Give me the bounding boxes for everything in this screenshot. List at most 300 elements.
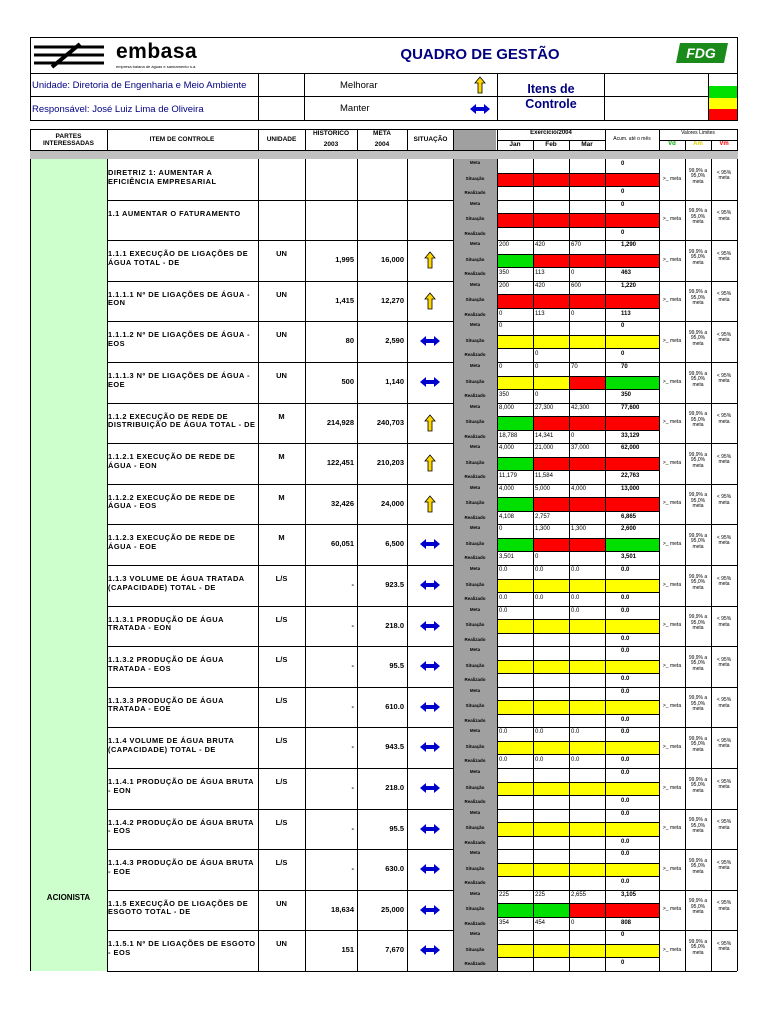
situacao-status-cell: [497, 903, 533, 917]
row-item-label: 1.1.4.2 PRODUÇÃO DE ÁGUA BRUTA - EOS: [108, 817, 254, 836]
row-border: [497, 376, 659, 377]
acum-realizado-value: 0: [621, 351, 625, 358]
row-sublabel-meta: Meta: [469, 484, 481, 490]
month-meta-value: 70: [571, 364, 578, 370]
situacao-acum-cell: [605, 254, 659, 268]
row-border: [497, 294, 659, 295]
arrow-both-icon: [420, 783, 440, 793]
month-realizado-value: 11,179: [499, 473, 517, 480]
row-meta: 24,000: [381, 498, 404, 508]
situacao-status-cell: [497, 457, 533, 471]
limit-am: 99,9% a 95,0% meta: [688, 695, 708, 713]
month-meta-value: 225: [499, 891, 510, 898]
acum-meta-value: 0: [621, 161, 625, 167]
row-border: [497, 430, 659, 431]
situacao-acum-cell: [605, 538, 659, 552]
month-realizado-value: 350: [499, 270, 510, 277]
column-border: [685, 159, 686, 971]
col-item: ITEM DE CONTROLE: [149, 136, 215, 143]
row-border: [497, 579, 659, 580]
row-sublabel-situacao: Situação: [465, 825, 485, 831]
row-meta: 1,140: [385, 377, 404, 386]
row-border: [497, 795, 659, 796]
month-realizado-value: 354: [499, 919, 510, 926]
acum-meta-value: 0: [621, 932, 625, 939]
limit-vd: >_ meta: [662, 662, 682, 669]
row-meta: 218.0: [385, 783, 404, 792]
row-meta: 25,000: [381, 904, 404, 914]
row-sublabel-meta: Meta: [469, 728, 481, 734]
acum-realizado-value: 0.0: [621, 798, 630, 805]
col-acum: Acum. até o mês: [613, 136, 651, 142]
limit-am: 99,9% a 95,0% meta: [688, 411, 708, 429]
month-realizado-value: 0: [535, 554, 539, 561]
arrow-up-icon: [474, 76, 486, 94]
row-border: [497, 903, 659, 904]
acum-meta-value: 0.0: [621, 851, 630, 858]
month-realizado-value: 11,584: [535, 473, 553, 480]
row-border: [497, 957, 659, 958]
acum-realizado-value: 463: [621, 270, 632, 277]
situacao-status-cell: [569, 457, 605, 471]
situacao-status-cell: [497, 213, 533, 227]
limit-am: 99,9% a 95,0% meta: [688, 248, 708, 266]
row-unit: L/S: [275, 817, 288, 827]
row-historico: -: [351, 580, 354, 589]
acum-realizado-value: 350: [621, 392, 632, 399]
month-realizado-value: 113: [535, 270, 545, 277]
month-meta-value: 5,000: [535, 485, 551, 492]
limit-vm: < 95% meta: [716, 413, 732, 425]
row-sublabel-realizado: Realizado: [464, 717, 486, 723]
situacao-acum-cell: [605, 619, 659, 633]
column-border: [407, 159, 408, 971]
acum-meta-value: 70: [621, 364, 628, 370]
month-realizado-value: 0: [535, 392, 539, 399]
situacao-status-cell: [497, 416, 533, 430]
month-meta-value: 0.0: [535, 567, 544, 573]
limit-am: 99,9% a 95,0% meta: [688, 776, 708, 794]
row-item-label: 1.1.1.3 Nº DE LIGAÇÕES DE ÁGUA - EOE: [108, 371, 251, 389]
row-unit: L/S: [275, 858, 288, 868]
limit-vd: >_ meta: [662, 256, 682, 263]
row-unit: UN: [276, 898, 287, 908]
situacao-acum-cell: [605, 944, 659, 958]
row-border: [497, 511, 659, 512]
acum-meta-value: 0.0: [621, 688, 630, 695]
month-realizado-value: 0: [571, 919, 575, 926]
limit-vd: >_ meta: [662, 419, 682, 426]
row-sublabel-meta: Meta: [469, 200, 481, 206]
row-border: [497, 876, 659, 877]
row-sublabel-meta: Meta: [469, 566, 481, 571]
row-sublabel-situacao: Situação: [465, 297, 485, 303]
row-meta: 218.0: [385, 620, 404, 630]
row-unit: L/S: [275, 736, 288, 746]
acum-realizado-value: 0.0: [621, 838, 630, 845]
limit-vd: >_ meta: [662, 743, 682, 750]
limit-am: 99,9% a 95,0% meta: [688, 289, 708, 307]
month-meta-value: 4,000: [499, 485, 515, 492]
column-border: [497, 159, 498, 971]
row-unit: UN: [276, 330, 287, 340]
row-border: [497, 348, 659, 349]
situacao-status-cell: [533, 335, 569, 349]
arrow-both-icon: [420, 824, 440, 834]
row-sublabel-meta: Meta: [469, 281, 481, 287]
acum-realizado-value: 0.0: [621, 757, 630, 764]
row-meta: 943.5: [385, 742, 404, 752]
row-historico: 80: [345, 336, 354, 346]
row-sublabel-situacao: Situação: [465, 743, 485, 749]
situacao-status-cell: [533, 173, 569, 187]
column-border: [533, 159, 534, 971]
row-historico: -: [351, 864, 354, 874]
month-meta-value: 420: [535, 242, 546, 249]
row-border: [107, 890, 737, 891]
acum-meta-value: 77,600: [621, 404, 640, 411]
column-border: [737, 159, 738, 971]
row-historico: 60,051: [331, 539, 354, 549]
row-sublabel-meta: Meta: [469, 687, 481, 693]
legend-green-swatch: [709, 86, 737, 98]
col-unidade: UNIDADE: [266, 136, 297, 143]
limit-am: 99,9% a 95,0% meta: [688, 370, 708, 388]
limit-vm: < 95% meta: [716, 900, 732, 912]
row-meta: 923.5: [385, 580, 404, 589]
limit-vd: >_ meta: [662, 175, 682, 182]
month-realizado-value: 4,108: [499, 513, 515, 520]
arrow-both-icon: [420, 377, 440, 387]
limit-vm: < 95% meta: [716, 169, 732, 182]
month-realizado-value: 0.0: [535, 757, 544, 764]
situacao-status-cell: [569, 538, 605, 552]
row-sublabel-situacao: Situação: [465, 378, 485, 384]
situacao-status-cell: [569, 944, 605, 958]
row-sublabel-realizado: Realizado: [464, 311, 486, 317]
row-border: [107, 727, 737, 728]
row-item-label: 1.1.4 VOLUME DE ÁGUA BRUTA (CAPACIDADE) TOTAL - DE: [108, 736, 235, 754]
acum-meta-value: 0.0: [621, 607, 630, 614]
limit-am: 99,9% a 95,0% meta: [688, 573, 708, 591]
row-item-label: 1.1.2.2 EXECUÇÃO DE REDE DE ÁGUA - EOS: [108, 492, 236, 511]
situacao-status-cell: [569, 700, 605, 714]
situacao-status-cell: [533, 863, 569, 877]
row-border: [107, 809, 737, 810]
situacao-status-cell: [497, 822, 533, 836]
month-realizado-value: 2,757: [535, 513, 551, 520]
acum-realizado-value: 0.0: [621, 716, 630, 723]
row-unit: L/S: [275, 695, 288, 705]
row-sublabel-situacao: Situação: [465, 906, 485, 912]
row-border: [497, 714, 659, 715]
row-item-label: 1.1.4.3 PRODUÇÃO DE ÁGUA BRUTA - EOE: [108, 858, 254, 876]
row-border: [107, 403, 737, 404]
situacao-status-cell: [569, 294, 605, 308]
col-valores-limites: Valores Limites: [681, 130, 715, 136]
arrow-both-icon: [420, 539, 440, 549]
row-sublabel-situacao: Situação: [465, 540, 485, 546]
situacao-status-cell: [533, 944, 569, 958]
row-border: [497, 551, 659, 552]
month-meta-value: 0.0: [499, 607, 508, 614]
limit-vm: < 95% meta: [716, 819, 732, 831]
limit-am: 99,9% a 95,0% meta: [688, 938, 708, 956]
row-item-label: 1.1.1.2 Nº DE LIGAÇÕES DE ÁGUA - EOS: [108, 330, 251, 348]
row-item-label: 1.1.2.3 EXECUÇÃO DE REDE DE ÁGUA - EOE: [108, 533, 236, 551]
situacao-status-cell: [497, 335, 533, 349]
row-sublabel-situacao: Situação: [465, 175, 485, 181]
limit-vm: < 95% meta: [716, 778, 732, 791]
header-gray-cell: [453, 130, 496, 150]
row-sublabel-meta: Meta: [469, 444, 481, 450]
row-border: [497, 619, 659, 620]
limit-vm: < 95% meta: [716, 859, 732, 872]
row-item-label: 1.1.5.1 Nº DE LIGAÇÕES DE ESGOTO - EOS: [108, 939, 256, 957]
month-meta-value: 0.0: [571, 567, 580, 573]
row-historico: 122,451: [326, 458, 354, 468]
limit-vm: < 95% meta: [716, 656, 732, 669]
month-meta-value: 0.0: [571, 729, 580, 736]
month-realizado-value: 113: [535, 310, 545, 317]
month-realizado-value: 0: [571, 432, 575, 439]
situacao-status-cell: [569, 579, 605, 593]
month-meta-value: 21,000: [535, 445, 554, 452]
month-meta-value: 225: [535, 891, 546, 898]
column-border: [30, 159, 31, 971]
row-historico: 151: [341, 945, 354, 955]
arrow-up-icon: [424, 495, 436, 513]
row-meta: 210,203: [376, 458, 404, 468]
row-border: [107, 321, 737, 322]
month-realizado-value: 454: [535, 919, 546, 926]
row-border: [107, 362, 737, 363]
situacao-status-cell: [533, 254, 569, 268]
row-border: [497, 660, 659, 661]
row-sublabel-situacao: Situação: [465, 419, 485, 425]
situacao-acum-cell: [605, 700, 659, 714]
col-historico-year: 2003: [323, 141, 339, 148]
acum-meta-value: 0.0: [621, 770, 630, 776]
acum-realizado-value: 0.0: [621, 635, 630, 642]
situacao-status-cell: [497, 376, 533, 390]
month-meta-value: 670: [571, 242, 582, 249]
itens-controle-title: Itens de Controle: [525, 82, 577, 111]
arrow-both-icon: [420, 864, 440, 874]
limit-vm: < 95% meta: [716, 494, 732, 506]
row-sublabel-realizado: Realizado: [464, 271, 486, 277]
row-unit: M: [278, 533, 285, 543]
row-historico: -: [351, 783, 354, 792]
row-sublabel-realizado: Realizado: [464, 758, 486, 764]
row-historico: -: [351, 620, 354, 630]
limit-am: 99,9% a 95,0% meta: [688, 817, 708, 835]
situacao-status-cell: [533, 619, 569, 633]
limit-vd: >_ meta: [662, 784, 682, 791]
row-sublabel-realizado: Realizado: [464, 961, 486, 967]
situacao-acum-cell: [605, 903, 659, 917]
situacao-status-cell: [569, 254, 605, 268]
limit-vd: >_ meta: [662, 459, 682, 466]
row-sublabel-situacao: Situação: [465, 703, 485, 709]
row-border: [497, 917, 659, 918]
limit-am: 99,9% a 95,0% meta: [688, 167, 708, 185]
limit-am: 99,9% a 95,0% meta: [688, 208, 708, 226]
row-unit: L/S: [275, 574, 288, 583]
row-border: [497, 822, 659, 823]
situacao-status-cell: [569, 903, 605, 917]
column-border: [711, 159, 712, 971]
acum-meta-value: 2,600: [621, 526, 637, 533]
row-border: [497, 389, 659, 390]
situacao-acum-cell: [605, 863, 659, 877]
arrow-both-icon: [420, 905, 440, 915]
row-item-label: 1.1 AUMENTAR O FATURAMENTO: [108, 208, 241, 218]
row-sublabel-situacao: Situação: [465, 662, 485, 668]
row-item-label: 1.1.3.1 PRODUÇÃO DE ÁGUA TRATADA - EON: [108, 614, 224, 633]
row-border: [497, 782, 659, 783]
limit-vd: >_ meta: [662, 865, 682, 872]
row-sublabel-realizado: Realizado: [464, 677, 486, 683]
month-realizado-value: 0: [571, 270, 575, 277]
acum-meta-value: 0.0: [621, 567, 630, 573]
month-realizado-value: 350: [499, 392, 510, 399]
row-item-label: 1.1.5 EXECUÇÃO DE LIGAÇÕES DE ESGOTO TOTAL - DE: [108, 898, 249, 917]
situacao-status-cell: [569, 619, 605, 633]
acum-meta-value: 3,105: [621, 891, 637, 898]
situacao-status-cell: [569, 782, 605, 796]
row-border: [497, 497, 659, 498]
row-border: [107, 240, 737, 241]
column-border: [659, 159, 660, 971]
month-realizado-value: 0: [535, 351, 539, 358]
row-item-label: 1.1.1.1 Nº DE LIGAÇÕES DE ÁGUA - EON: [108, 289, 251, 308]
row-unit: M: [278, 452, 285, 462]
situacao-status-cell: [497, 254, 533, 268]
month-realizado-value: 18,788: [499, 432, 518, 439]
row-sublabel-situacao: Situação: [465, 865, 485, 871]
situacao-status-cell: [533, 376, 569, 390]
row-meta: 2,590: [385, 336, 404, 346]
limit-vd: >_ meta: [662, 946, 682, 953]
row-unit: UN: [276, 289, 287, 299]
situacao-status-cell: [533, 416, 569, 430]
limit-vm: < 95% meta: [716, 534, 732, 547]
situacao-status-cell: [533, 457, 569, 471]
situacao-acum-cell: [605, 294, 659, 308]
row-unit: UN: [276, 371, 287, 380]
row-border: [107, 606, 737, 607]
acum-meta-value: 1,290: [621, 242, 637, 249]
arrow-up-icon: [424, 414, 436, 432]
legend-melhorar-label: Melhorar: [340, 80, 378, 91]
month-meta-value: 420: [535, 282, 546, 289]
situacao-acum-cell: [605, 822, 659, 836]
arrow-both-icon: [420, 336, 440, 346]
row-item-label: 1.1.4.1 PRODUÇÃO DE ÁGUA BRUTA - EON: [108, 777, 254, 795]
situacao-status-cell: [569, 497, 605, 511]
row-border: [497, 457, 659, 458]
row-border: [107, 443, 737, 444]
col-vm: Vm: [719, 141, 729, 147]
row-sublabel-realizado: Realizado: [464, 352, 486, 358]
limit-vd: >_ meta: [662, 378, 682, 385]
situacao-status-cell: [497, 619, 533, 633]
limit-vd: >_ meta: [662, 337, 682, 344]
limit-vm: < 95% meta: [716, 372, 732, 385]
limit-vd: >_ meta: [662, 216, 682, 223]
month-realizado-value: 0: [571, 310, 575, 317]
situacao-status-cell: [569, 416, 605, 430]
row-sublabel-realizado: Realizado: [464, 230, 486, 236]
row-unit: L/S: [275, 614, 288, 624]
month-meta-value: 1,300: [571, 526, 587, 533]
limit-am: 99,9% a 95,0% meta: [688, 614, 708, 632]
row-border: [497, 633, 659, 634]
embasa-logo-text: embasa: [116, 40, 198, 63]
unidade-label: Unidade: Diretoria de Engenharia e Meio Ambiente: [32, 80, 247, 91]
row-sublabel-situacao: Situação: [465, 500, 485, 506]
row-historico: -: [351, 742, 354, 752]
column-border: [305, 159, 306, 971]
row-sublabel-meta: Meta: [469, 606, 481, 612]
row-sublabel-situacao: Situação: [465, 216, 485, 222]
limit-vd: >_ meta: [662, 540, 682, 547]
row-item-label: 1.1.3.2 PRODUÇÃO DE ÁGUA TRATADA - EOS: [108, 655, 224, 673]
row-meta: 7,670: [385, 945, 404, 955]
acum-realizado-value: 0.0: [621, 595, 630, 602]
row-meta: 630.0: [385, 864, 404, 874]
acum-meta-value: 0.0: [621, 810, 630, 817]
limit-vd: >_ meta: [662, 500, 682, 507]
acum-meta-value: 0.0: [621, 648, 630, 655]
limit-am: 99,9% a 95,0% meta: [688, 532, 708, 550]
situacao-status-cell: [533, 294, 569, 308]
col-partes: PARTES INTERESSADAS: [43, 133, 94, 147]
month-meta-value: 42,300: [571, 404, 590, 411]
month-realizado-value: 0.0: [571, 757, 580, 764]
month-meta-value: 0: [499, 364, 503, 370]
situacao-acum-cell: [605, 497, 659, 511]
row-unit: UN: [276, 249, 287, 259]
month-meta-value: 8,000: [499, 404, 515, 411]
situacao-acum-cell: [605, 173, 659, 187]
row-unit: M: [278, 411, 285, 421]
row-sublabel-realizado: Realizado: [464, 839, 486, 845]
row-sublabel-realizado: Realizado: [464, 880, 486, 886]
situacao-status-cell: [533, 660, 569, 674]
row-unit: L/S: [275, 777, 288, 786]
limit-vd: >_ meta: [662, 581, 682, 588]
col-meta: META: [373, 130, 391, 137]
row-sublabel-situacao: Situação: [465, 784, 485, 790]
situacao-status-cell: [497, 579, 533, 593]
acum-meta-value: 0: [621, 201, 625, 208]
row-sublabel-realizado: Realizado: [464, 393, 486, 399]
col-vd: Vd: [668, 141, 676, 147]
row-unit: UN: [276, 939, 287, 949]
month-meta-value: 37,000: [571, 445, 590, 452]
row-border: [497, 173, 659, 174]
row-border: [497, 335, 659, 336]
row-border: [107, 971, 737, 972]
row-border: [497, 673, 659, 674]
row-border: [497, 863, 659, 864]
row-historico: 32,426: [331, 498, 354, 508]
col-historico: HISTÓRICO: [312, 130, 350, 137]
row-border: [107, 565, 737, 566]
month-realizado-value: 3,501: [499, 554, 515, 561]
